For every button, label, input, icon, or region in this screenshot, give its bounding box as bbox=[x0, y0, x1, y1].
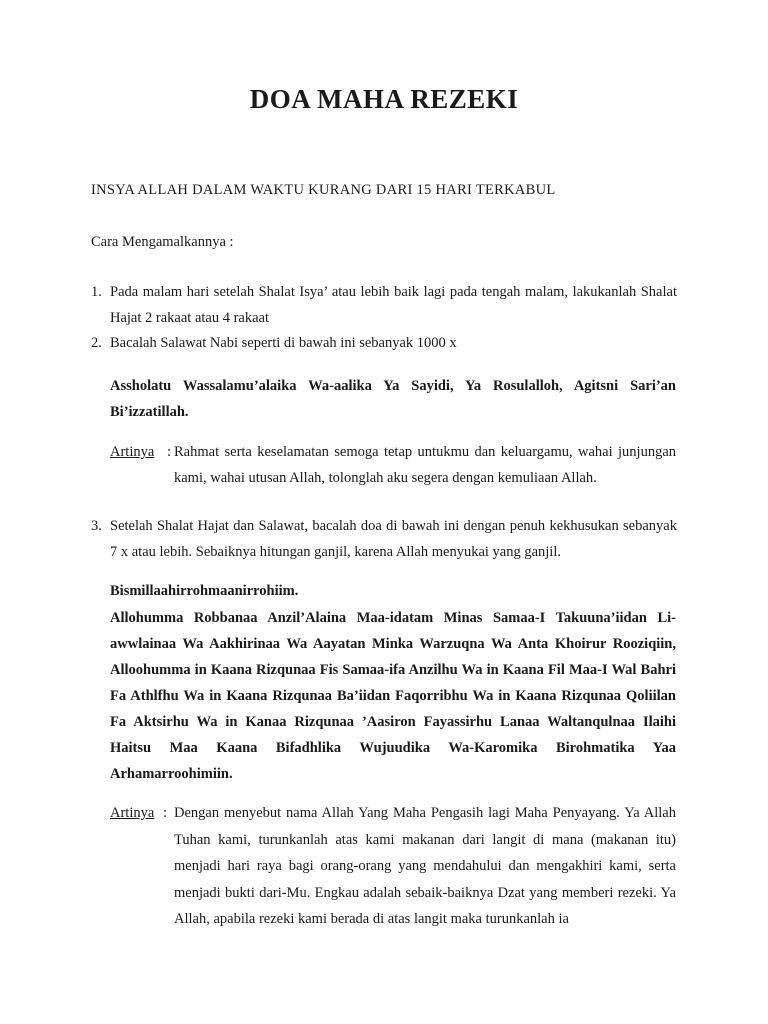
list-item bbox=[91, 514, 677, 565]
translation-text: Dengan menyebut nama Allah Yang Maha Pengasih lagi Maha Penyayang. Ya Allah Tuhan kami, turunkanlah atas kami makanan dari langit di mana (makanan itu) menjadi hari raya bagi orang-orang yang mendahului dan mengakhiri kami, serta menjadi bukti dari-Mu. Engkau adalah sebaik-baiknya Dzat yang memberi rezeki. Ya Allah, apabila rezeki kami berada di atas langit maka turunkanlah ia bbox=[174, 805, 676, 927]
list-item-text: Setelah Shalat Hajat dan Salawat, bacalah doa di bawah ini dengan penuh kekhusukan sebanyak 7 x atau lebih. Sebaiknya hitungan ganjil, karena Allah menyukai yang ganjil. bbox=[110, 518, 677, 560]
salawat-text: Assholatu Wassalamu’alaika Wa-aalika Ya Sayidi, Ya Rosulalloh, Agitsni Sari’an Bi’izzatillah. bbox=[110, 378, 676, 420]
list-number: 2. bbox=[91, 335, 102, 351]
subtitle: INSYA ALLAH DALAM WAKTU KURANG DARI 15 HARI TERKABUL bbox=[91, 182, 556, 198]
artinya-colon: : bbox=[167, 444, 172, 460]
list-number: 3. bbox=[91, 518, 102, 534]
artinya-colon: : bbox=[163, 805, 168, 821]
list-item-text: Pada malam hari setelah Shalat Isya’ atau lebih baik lagi pada tengah malam, lakukanlah Shalat Hajat 2 rakaat atau 4 rakaat bbox=[110, 284, 677, 326]
artinya-label: Artinya bbox=[110, 444, 155, 460]
list-item-text: Bacalah Salawat Nabi seperti di bawah ini sebanyak 1000 x bbox=[110, 335, 457, 351]
doa-text: Allohumma Robbanaa Anzil’Alaina Maa-idatam Minas Samaa-I Takuuna’iidan Li-awwlainaa Wa Aakhirinaa Wa Aayatan Minka Warzuqna Wa Anta Khoirur Rooziqiin, Alloohumma in Kaana Rizqunaa Fis Samaa-ifa Anzilhu Wa in Kaana Fil Maa-I Wal Bahri Fa Athlfhu Wa in Kaana Rizqunaa Ba’iidan Faqorribhu Wa in Kaana Rizqunaa Qoliilan Fa Aktsirhu Wa in Kanaa Rizqunaa ’Aasiron Fayassirhu Lanaa Waltanqulnaa Ilaihi Haitsu Maa Kaana Bifadhlika Wujuudika Wa-Karomika Birohmatika Yaa Arhamarroohimiin. bbox=[110, 610, 676, 782]
list-item bbox=[91, 280, 677, 331]
page-title: DOA MAHA REZEKI bbox=[249, 84, 519, 114]
intro-text: Cara Mengamalkannya : bbox=[91, 234, 234, 250]
bismillah-text: Bismillaahirrohmaanirrohiim. bbox=[110, 583, 299, 599]
list-item bbox=[91, 331, 677, 357]
doa-translation bbox=[110, 800, 676, 933]
salawat-translation bbox=[110, 440, 676, 491]
artinya-label: Artinya bbox=[110, 805, 155, 821]
translation-text: Rahmat serta keselamatan semoga tetap untukmu dan keluargamu, wahai junjungan kami, wahai utusan Allah, tolonglah aku segera dengan kemuliaan Allah. bbox=[174, 444, 676, 486]
list-number: 1. bbox=[91, 284, 102, 300]
